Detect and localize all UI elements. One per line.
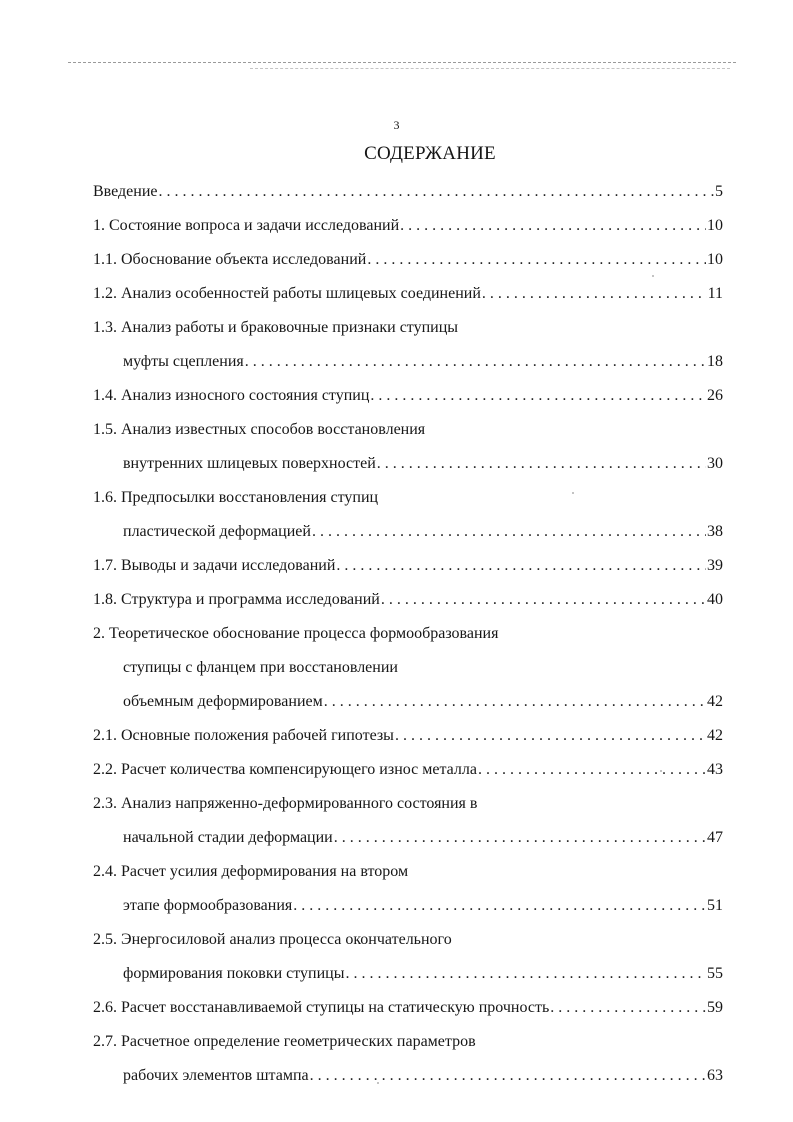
toc-entry	[93, 413, 723, 447]
toc-page-number: 63	[707, 1067, 723, 1084]
toc-page-number: 5	[715, 183, 723, 200]
toc-dot-leader	[482, 277, 707, 311]
toc-entry-label: 1. Состояние вопроса и задачи исследований	[93, 217, 400, 234]
toc-page-number: 39	[707, 557, 723, 574]
scan-speck	[572, 492, 574, 494]
toc-entry	[93, 787, 723, 821]
toc-entry	[93, 753, 723, 787]
toc-entry	[93, 719, 723, 753]
toc-entry-label: 1.8. Структура и программа исследований	[93, 591, 380, 608]
toc-page-number: 26	[707, 387, 723, 404]
toc-entry-label: 2.3. Анализ напряженно-деформированного состояния в	[93, 795, 478, 812]
toc-entry	[93, 617, 723, 651]
toc-entry-label: 2.4. Расчет усилия деформирования на втором	[93, 863, 409, 880]
toc-entry	[93, 379, 723, 413]
toc-dot-leader	[381, 583, 706, 617]
toc-dot-leader	[312, 515, 706, 549]
table-of-contents	[93, 175, 723, 1093]
toc-dot-leader	[400, 209, 706, 243]
toc-page-number: 47	[707, 829, 723, 846]
toc-dot-leader	[395, 719, 706, 753]
toc-dot-leader	[377, 447, 706, 481]
toc-entry	[93, 583, 723, 617]
toc-entry	[93, 923, 723, 957]
toc-entry	[93, 821, 723, 855]
toc-dot-leader	[245, 345, 706, 379]
toc-entry-label: 1.5. Анализ известных способов восстановления	[93, 421, 426, 438]
toc-entry	[93, 481, 723, 515]
toc-entry-label: 2.6. Расчет восстанавливаемой ступицы на статическую прочность	[93, 999, 550, 1016]
toc-entry-label: 1.4. Анализ износного состояния ступиц	[93, 387, 370, 404]
toc-page-number: 42	[707, 693, 723, 710]
toc-entry	[93, 311, 723, 345]
toc-entry-label: объемным деформированием	[123, 693, 323, 710]
scan-speck	[660, 770, 662, 772]
toc-entry	[93, 447, 723, 481]
toc-entry	[93, 685, 723, 719]
toc-entry-label: ступицы с фланцем при восстановлении	[123, 659, 398, 676]
toc-entry-label: 1.6. Предпосылки восстановления ступиц	[93, 489, 379, 506]
toc-page-number: 18	[707, 353, 723, 370]
toc-entry-label: 1.3. Анализ работы и браковочные признаки ступицы	[93, 319, 459, 336]
toc-entry	[93, 243, 723, 277]
toc-dot-leader	[367, 243, 706, 277]
toc-entry-label: 1.7. Выводы и задачи исследований	[93, 557, 336, 574]
scan-speck	[652, 275, 654, 277]
toc-entry	[93, 991, 723, 1025]
toc-dot-leader	[159, 175, 715, 209]
toc-entry	[93, 855, 723, 889]
toc-page-number: 10	[707, 251, 723, 268]
toc-entry-label: пластической деформацией	[123, 523, 311, 540]
page-title: СОДЕРЖАНИЕ	[364, 143, 496, 164]
toc-page-number: 11	[707, 285, 723, 302]
toc-dot-leader	[550, 991, 706, 1025]
toc-dot-leader	[345, 957, 706, 991]
toc-page-number: 38	[707, 523, 723, 540]
toc-entry	[93, 1025, 723, 1059]
toc-entry-label: 2.5. Энергосиловой анализ процесса окончательного	[93, 931, 452, 948]
toc-entry	[93, 957, 723, 991]
toc-entry-label: Введение	[93, 183, 158, 200]
toc-entry-label: рабочих элементов штампа	[123, 1067, 309, 1084]
toc-entry	[93, 651, 723, 685]
toc-dot-leader	[310, 1059, 706, 1093]
toc-dot-leader	[336, 549, 706, 583]
toc-page-number: 55	[707, 965, 723, 982]
toc-page-number: 30	[707, 455, 723, 472]
toc-entry-label: муфты сцепления	[123, 353, 244, 370]
toc-page-number: 59	[707, 999, 723, 1016]
toc-entry-label: формирования поковки ступицы	[123, 965, 345, 982]
toc-dot-leader	[324, 685, 706, 719]
toc-entry	[93, 209, 723, 243]
toc-entry	[93, 515, 723, 549]
toc-dot-leader	[478, 753, 706, 787]
toc-entry	[93, 345, 723, 379]
toc-entry	[93, 277, 723, 311]
toc-entry-label: этапе формообразования	[123, 897, 293, 914]
toc-page-number: 40	[707, 591, 723, 608]
scan-artifact-line	[250, 68, 730, 69]
toc-dot-leader	[293, 889, 706, 923]
toc-entry-label: 1.2. Анализ особенностей работы шлицевых соединений	[93, 285, 481, 302]
toc-entry	[93, 175, 723, 209]
page-number: 3	[393, 118, 400, 132]
toc-dot-leader	[334, 821, 706, 855]
toc-entry-label: 2.1. Основные положения рабочей гипотезы	[93, 727, 394, 744]
toc-page-number: 51	[707, 897, 723, 914]
toc-entry-label: начальной стадии деформации	[123, 829, 333, 846]
toc-entry	[93, 889, 723, 923]
toc-entry-label: 1.1. Обоснование объекта исследований	[93, 251, 367, 268]
toc-entry	[93, 549, 723, 583]
toc-page-number: 42	[707, 727, 723, 744]
toc-entry-label: 2. Теоретическое обоснование процесса формообразования	[93, 625, 499, 642]
toc-entry-label: 2.2. Расчет количества компенсирующего износ металла	[93, 761, 477, 778]
toc-entry	[93, 1059, 723, 1093]
scan-artifact-line	[68, 62, 736, 63]
toc-page-number: 10	[707, 217, 723, 234]
toc-entry-label: внутренних шлицевых поверхностей	[123, 455, 376, 472]
toc-dot-leader	[370, 379, 706, 413]
toc-page-number: 43	[707, 761, 723, 778]
toc-entry-label: 2.7. Расчетное определение геометрических параметров	[93, 1033, 476, 1050]
scan-speck	[377, 1082, 379, 1084]
